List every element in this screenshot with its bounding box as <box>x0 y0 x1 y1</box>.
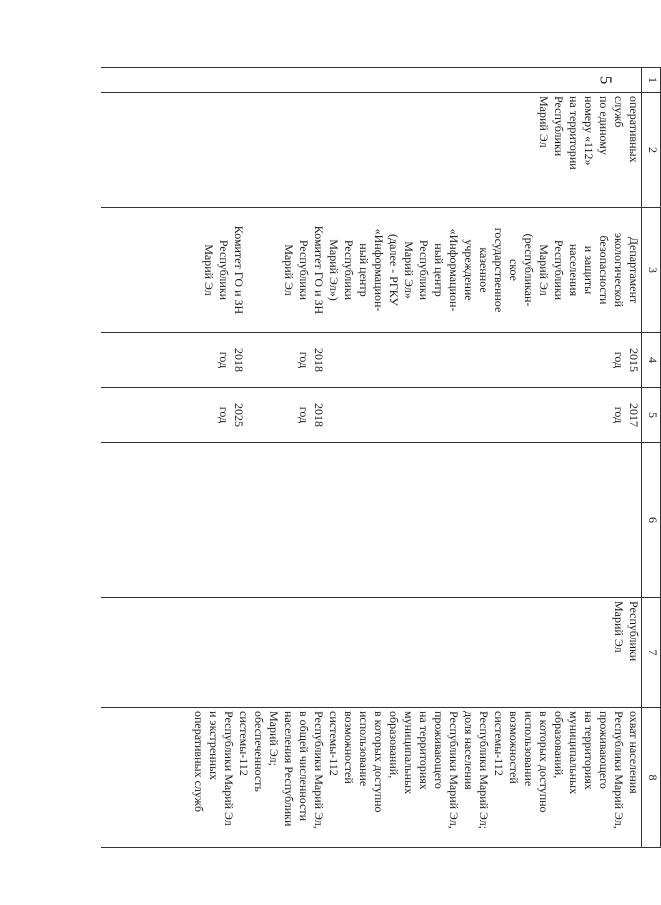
row2-executor: Комитет ГО и ЗН Республики Марий Эл <box>246 208 326 333</box>
row1-col1 <box>326 68 642 93</box>
row3-col6 <box>101 443 246 598</box>
row2-col2 <box>246 93 326 208</box>
row3-start-year: 2018 год <box>101 333 246 388</box>
row2-col6 <box>246 443 326 598</box>
header-col-2: 2 <box>642 93 661 208</box>
row3-col1 <box>101 68 246 93</box>
row2-col1 <box>246 68 326 93</box>
header-col-7: 7 <box>642 598 661 708</box>
row1-executor: Департамент экологической безопасности и защиты населения Республики Марий Эл (республикан- ское государственное казенное учреждение «Информацион- ный центр Республики Марий Эл» (далее - РГКУ «Информацион- ный центр Республики Марий Эл») <box>326 208 642 333</box>
row3-executor: Комитет ГО и ЗН Республики Марий Эл <box>101 208 246 333</box>
rotated-table-container <box>101 67 661 847</box>
page-number: 5 <box>595 75 615 85</box>
header-row <box>642 68 661 848</box>
program-table <box>101 67 661 848</box>
header-col-8: 8 <box>642 708 661 848</box>
row3-col2 <box>101 93 246 208</box>
header-col-6: 6 <box>642 443 661 598</box>
row1-indicators: охват населения Республики Марий Эл, проживающего на территориях муниципальных образований, в которых доступно использование возможностей системы-112 Республики Марий Эл; доля населения Республики Марий Эл, проживающего на территориях муниципальных образований, в которых доступно использование возможностей системы-112 Республики Марий Эл, в общей численности населения Республики Марий Эл; обеспеченность системы-112 Республики Марий Эл и экстренных оперативных служб <box>101 708 642 848</box>
header-col-1: 1 <box>642 68 661 93</box>
row1-col7: Республики Марий Эл <box>326 598 642 708</box>
row1-measure-name: оперативных служб по единому номеру «112» на территории Республики Марий Эл <box>326 93 642 208</box>
row1-col6 <box>326 443 642 598</box>
row1-end-year: 2017 год <box>326 388 642 443</box>
row2-col7 <box>246 598 326 708</box>
row3-col7 <box>101 598 246 708</box>
row3-end-year: 2025 год <box>101 388 246 443</box>
header-col-5: 5 <box>642 388 661 443</box>
row2-end-year: 2018 год <box>246 388 326 443</box>
table-row <box>326 68 642 848</box>
row2-start-year: 2018 год <box>246 333 326 388</box>
header-col-4: 4 <box>642 333 661 388</box>
row1-start-year: 2015 год <box>326 333 642 388</box>
header-col-3: 3 <box>642 208 661 333</box>
